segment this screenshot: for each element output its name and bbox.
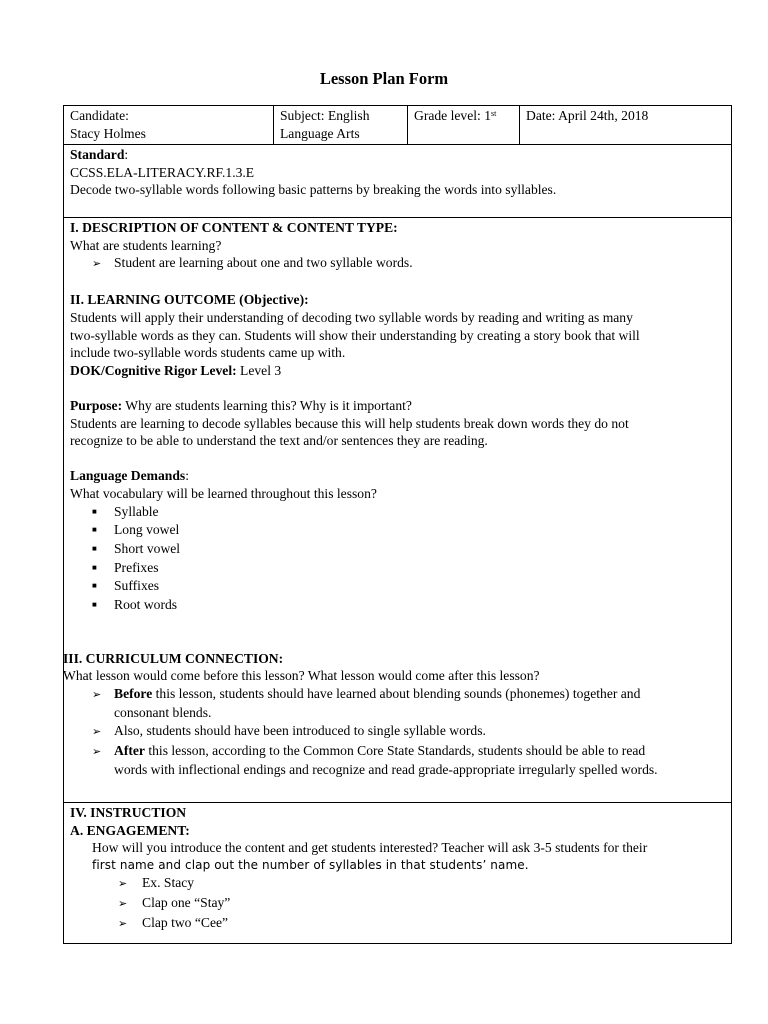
vocab-item: ■ Prefixes [92,559,159,575]
curriculum-after: ➢ After this lesson, according to the Common Core State Standards, students should be able to read words with inflectional endings and recognize and read grade-appropriate irregularly spelled words. [92,742,658,778]
purpose-text-2: recognize to be able to understand the text and/or sentences they are reading. [70,433,488,449]
candidate-name: Stacy Holmes [70,125,146,141]
grade-cell [408,106,520,145]
curriculum-before: ➢ Before this lesson, students should have learned about blending sounds (phonemes) together and consonant blends. [92,685,641,721]
square-bullet-icon: ■ [92,525,97,535]
curriculum-heading: III. CURRICULUM CONNECTION: [63,650,284,666]
subject-cell [274,106,408,145]
vocab-item: ■ Root words [92,596,178,612]
grade-label: Grade level: 1 [414,108,491,123]
vocab-item: ■ Suffixes [92,578,160,594]
dok-line: DOK/Cognitive Rigor Level: Level 3 [70,362,282,378]
arrow-bullet-icon: ➢ [118,917,128,930]
standard-text: Decode two-syllable words following basic patterns by breaking the words into syllables. [70,182,557,198]
outcome-line-1: Students will apply their understanding of decoding two syllable words by reading and writing as many [70,309,633,325]
content-row [64,218,732,803]
curriculum-question: What lesson would come before this lesson? What lesson would come after this lesson? [63,668,540,684]
description-heading: I. DESCRIPTION OF CONTENT & CONTENT TYPE: [70,220,398,235]
purpose-text-1: Students are learning to decode syllables because this will help students break down words they do not [70,415,629,431]
square-bullet-icon: ■ [92,543,97,553]
purpose-line: Purpose: Why are students learning this? Why is it important? [70,397,412,413]
vocab-item: ■ Syllable [92,503,159,519]
arrow-bullet-icon: ➢ [92,745,102,758]
square-bullet-icon: ■ [92,581,97,591]
outcome-line-2: two-syllable words as they can. Students will show their understanding by creating a story book that will [70,327,640,343]
standard-row [64,145,732,218]
instruction-heading: IV. INSTRUCTION [70,805,187,820]
grade-superscript: st [491,109,497,118]
language-heading: Language Demands: [70,468,189,484]
subject-line-1: Subject: English [280,108,370,123]
description-question: What are students learning? [70,237,222,253]
vocab-item: ■ Long vowel [92,522,180,538]
arrow-bullet-icon: ➢ [118,878,128,891]
curriculum-also: ➢ Also, students should have been introduced to single syllable words. [70,722,725,742]
lesson-plan-table [63,105,732,944]
engagement-heading: A. ENGAGEMENT: [70,822,190,838]
arrow-bullet-icon: ➢ [92,725,102,738]
square-bullet-icon: ■ [92,506,97,516]
outcome-heading: II. LEARNING OUTCOME (Objective): [70,292,309,308]
standard-cell: Standard: CCSS.ELA-LITERACY.RF.1.3.E Decode two-syllable words following basic patterns by breaking the words into syllables. [64,145,732,218]
content-cell [64,218,732,803]
vocab-item: ■ Short vowel [92,540,181,556]
date-cell [520,106,732,145]
standard-label: Standard [70,147,125,162]
square-bullet-icon: ■ [92,562,97,572]
engagement-text-2: first name and clap out the number of syllables in that students’ name. [92,857,529,872]
date-text: Date: April 24th, 2018 [526,108,649,123]
header-row [64,106,732,145]
instruction-cell [64,803,732,944]
candidate-cell [64,106,274,145]
square-bullet-icon: ■ [92,599,97,609]
page-title: Lesson Plan Form [319,69,449,88]
candidate-label: Candidate: [70,108,129,123]
engagement-item: ➢ Clap one “Stay” [70,894,725,914]
arrow-bullet-icon: ➢ [118,897,128,910]
instruction-row [64,803,732,944]
language-question: What vocabulary will be learned throughout this lesson? [70,485,377,501]
engagement-item: ➢ Ex. Stacy [70,874,725,894]
subject-line-2: Language Arts [280,125,360,141]
engagement-text-1: How will you introduce the content and get students interested? Teacher will ask 3-5 students for their [92,840,648,856]
outcome-line-3: include two-syllable words students came up with. [70,345,346,361]
standard-code: CCSS.ELA-LITERACY.RF.1.3.E [70,164,255,180]
arrow-bullet-icon: ➢ [92,688,102,701]
description-item: ➢ Student are learning about one and two syllable words. [70,254,725,274]
engagement-item: ➢ Clap two “Cee” [70,914,725,934]
arrow-bullet-icon: ➢ [92,258,102,271]
